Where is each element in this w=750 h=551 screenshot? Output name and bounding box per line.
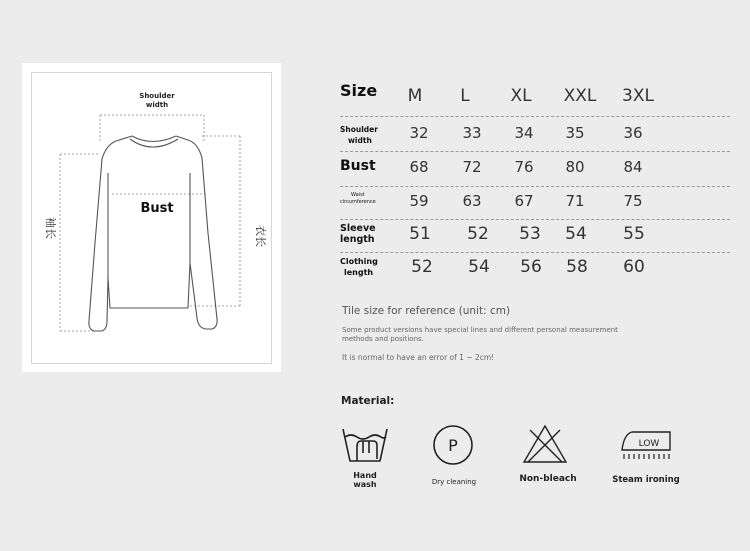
size-header-label: Size [340,81,378,100]
value-cell: 54 [468,257,490,277]
value-cell: 63 [462,192,482,210]
value-cell: 34 [514,124,534,142]
table-row-shoulder-width [340,122,730,150]
row-label-line: Sleeve [340,223,376,234]
dry-cleaning-symbol: P [448,436,458,455]
non-bleach-icon [522,424,568,464]
value-cell: 55 [623,224,645,244]
non-bleach-label: Non-bleach [519,474,577,484]
hand-wash-icon [341,425,389,465]
clothing-length-label: 衣长 [254,225,267,247]
dry-cleaning-icon [432,424,474,466]
row-label-line: width [348,136,372,145]
table-divider [340,116,730,117]
error-tolerance-note: It is normal to have an error of 1 ~ 2cm! [342,353,495,362]
value-cell: 33 [462,124,482,142]
sweater-diagram [22,63,281,372]
size-col-l: L [460,86,470,106]
row-label-line: length [340,234,375,245]
value-cell: 53 [519,224,541,244]
material-label: Material: [341,395,395,407]
value-cell: 84 [623,158,643,176]
table-divider [340,252,730,253]
size-header-row [340,78,730,112]
value-cell: 54 [565,224,587,244]
row-label-line: Shoulder [340,125,378,134]
table-row-sleeve-length [340,223,730,251]
value-cell: 58 [566,257,588,277]
row-label-waist [340,192,376,206]
dry-cleaning-label: Dry cleaning [431,478,477,486]
row-label-line: Clothing [340,257,378,266]
table-row-bust [340,156,730,184]
value-cell: 52 [411,257,433,277]
value-cell: 80 [565,158,585,176]
sleeve-length-label: 袖长 [44,217,57,239]
hand-wash-label [345,471,385,489]
care-label-line: Hand [353,471,377,480]
value-cell: 68 [409,158,429,176]
table-divider [340,151,730,152]
row-label-line: circumference [340,199,376,205]
value-cell: 56 [520,257,542,277]
value-cell: 76 [514,158,534,176]
measurement-disclaimer: Some product versions have special lines and different personal measurement methods and positions. [342,326,618,343]
value-cell: 59 [409,192,429,210]
care-label-line: wash [353,480,377,489]
size-col-xxl: XXL [563,86,597,106]
value-cell: 36 [623,124,643,142]
row-label-shoulder-width [340,124,378,146]
size-col-m: M [407,86,423,106]
value-cell: 71 [565,192,585,210]
size-reference-note: Tile size for reference (unit: cm) [342,305,511,317]
table-row-waist [340,190,730,218]
bust-label: Bust [140,201,174,216]
table-divider [340,186,730,187]
row-label-sleeve-length [340,223,376,245]
table-divider [340,219,730,220]
value-cell: 75 [623,192,643,210]
shoulder-width-label-line2: width [145,101,169,109]
value-cell: 52 [467,224,489,244]
value-cell: 72 [462,158,482,176]
iron-temperature-symbol: LOW [638,439,660,449]
size-col-xl: XL [510,86,532,106]
table-row-clothing-length [340,256,730,284]
value-cell: 51 [409,224,431,244]
row-label-line: length [344,268,374,277]
steam-ironing-label: Steam ironing [612,475,680,485]
value-cell: 60 [623,257,645,277]
value-cell: 67 [514,192,534,210]
row-label-bust: Bust [340,158,376,174]
shoulder-width-label-line1: Shoulder [139,92,175,100]
value-cell: 32 [409,124,429,142]
steam-ironing-icon [618,428,674,460]
size-col-3xl: 3XL [622,86,654,106]
row-label-line: Waist [351,192,365,198]
row-label-clothing-length [340,256,378,278]
value-cell: 35 [565,124,585,142]
